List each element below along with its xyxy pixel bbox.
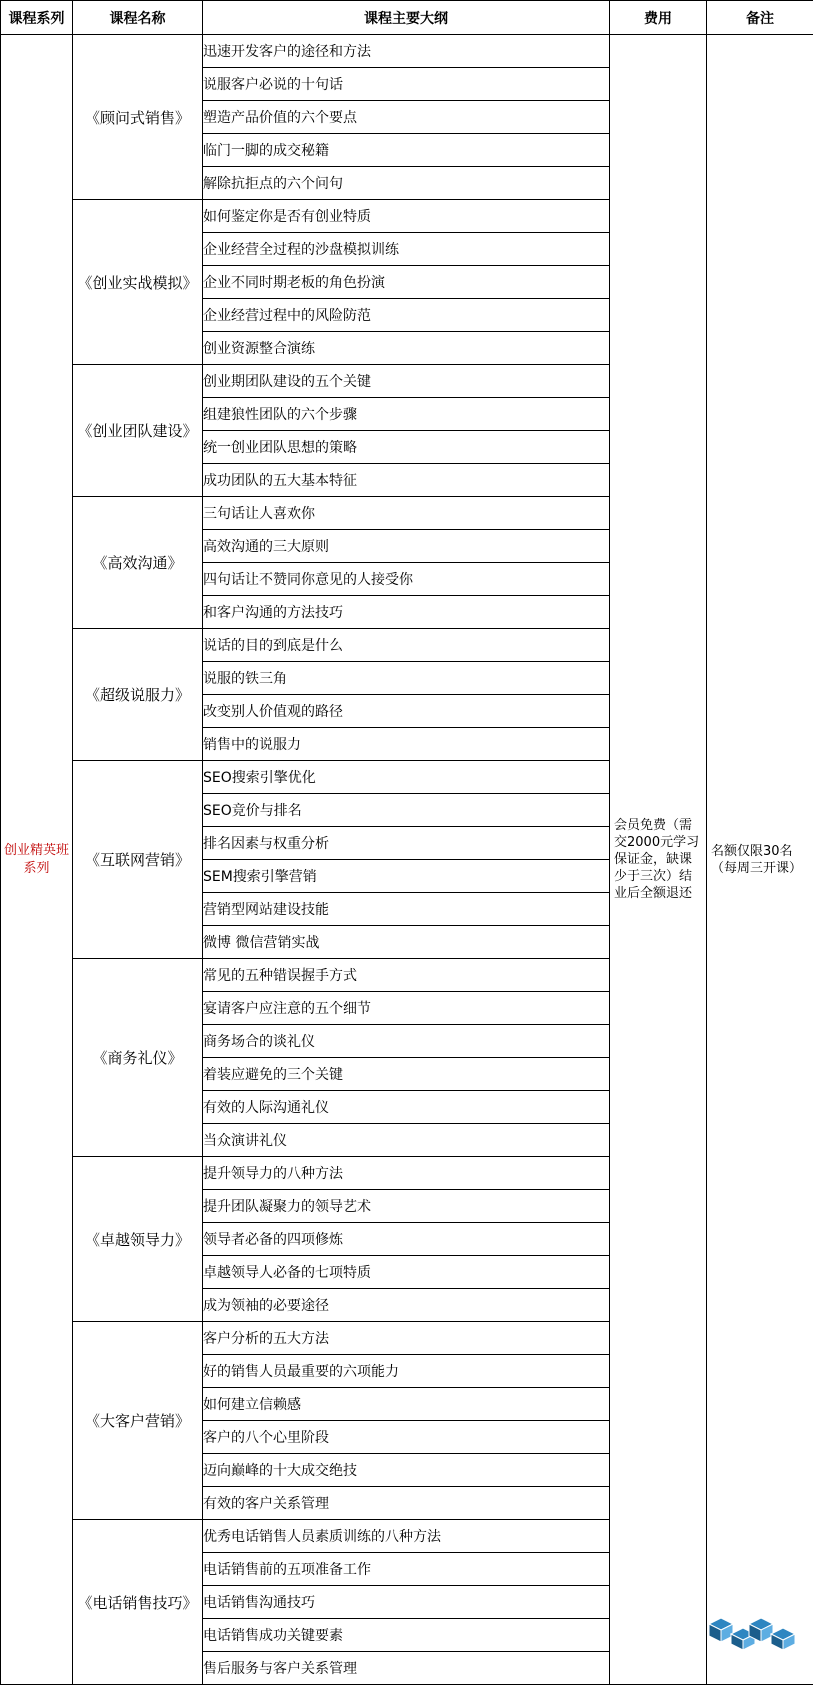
- outline-topic-cell: 迅速开发客户的途径和方法: [203, 35, 610, 68]
- outline-topic-cell: 着装应避免的三个关键: [203, 1058, 610, 1091]
- outline-topic-cell: 好的销售人员最重要的六项能力: [203, 1355, 610, 1388]
- outline-topic-cell: 卓越领导人必备的七项特质: [203, 1256, 610, 1289]
- table-row: [1, 35, 813, 68]
- outline-topic-cell: 塑造产品价值的六个要点: [203, 101, 610, 134]
- outline-topic-cell: 如何鉴定你是否有创业特质: [203, 200, 610, 233]
- outline-topic-cell: SEO搜索引擎优化: [203, 761, 610, 794]
- outline-topic-cell: 统一创业团队思想的策略: [203, 431, 610, 464]
- outline-topic-cell: 提升团队凝聚力的领导艺术: [203, 1190, 610, 1223]
- outline-topic-cell: 如何建立信赖感: [203, 1388, 610, 1421]
- outline-topic-cell: 四句话让不赞同你意见的人接受你: [203, 563, 610, 596]
- outline-topic-cell: 微博 微信营销实战: [203, 926, 610, 959]
- outline-topic-cell: 成功团队的五大基本特征: [203, 464, 610, 497]
- header-fee: 费用: [610, 1, 707, 35]
- header-outline: 课程主要大纲: [203, 1, 610, 35]
- outline-topic-cell: 说服客户必说的十句话: [203, 68, 610, 101]
- outline-topic-cell: 创业资源整合演练: [203, 332, 610, 365]
- outline-topic-cell: 说话的目的到底是什么: [203, 629, 610, 662]
- header-row: [1, 1, 813, 35]
- outline-topic-cell: 解除抗拒点的六个问句: [203, 167, 610, 200]
- outline-topic-cell: 营销型网站建设技能: [203, 893, 610, 926]
- course-name-cell: 《创业实战模拟》: [73, 200, 203, 365]
- outline-topic-cell: 有效的客户关系管理: [203, 1487, 610, 1520]
- outline-topic-cell: 和客户沟通的方法技巧: [203, 596, 610, 629]
- course-name-cell: 《大客户营销》: [73, 1322, 203, 1520]
- outline-topic-cell: 企业经营过程中的风险防范: [203, 299, 610, 332]
- outline-topic-cell: 有效的人际沟通礼仪: [203, 1091, 610, 1124]
- course-name-cell: 《顾问式销售》: [73, 35, 203, 200]
- outline-topic-cell: 销售中的说服力: [203, 728, 610, 761]
- outline-topic-cell: 迈向巅峰的十大成交绝技: [203, 1454, 610, 1487]
- note-cell: [707, 35, 813, 1685]
- outline-topic-cell: 电话销售前的五项准备工作: [203, 1553, 610, 1586]
- fee-text: 会员免费（需交2000元学习保证金，缺课少于三次）结业后全额退还: [610, 817, 706, 902]
- outline-topic-cell: 改变别人价值观的路径: [203, 695, 610, 728]
- table-body: [1, 35, 813, 1685]
- outline-topic-cell: 优秀电话销售人员素质训练的八种方法: [203, 1520, 610, 1553]
- course-name-cell: 《高效沟通》: [73, 497, 203, 629]
- outline-topic-cell: 常见的五种错误握手方式: [203, 959, 610, 992]
- outline-topic-cell: 商务场合的谈礼仪: [203, 1025, 610, 1058]
- outline-topic-cell: 说服的铁三角: [203, 662, 610, 695]
- course-name-cell: 《互联网营销》: [73, 761, 203, 959]
- cube-logo-icon: [707, 1614, 797, 1650]
- outline-topic-cell: 客户分析的五大方法: [203, 1322, 610, 1355]
- outline-topic-cell: 提升领导力的八种方法: [203, 1157, 610, 1190]
- header-course-name: 课程名称: [73, 1, 203, 35]
- fee-cell: [610, 35, 707, 1685]
- header-note: 备注: [707, 1, 813, 35]
- course-name-cell: 《卓越领导力》: [73, 1157, 203, 1322]
- course-name-cell: 《创业团队建设》: [73, 365, 203, 497]
- outline-topic-cell: 电话销售沟通技巧: [203, 1586, 610, 1619]
- outline-topic-cell: 电话销售成功关键要素: [203, 1619, 610, 1652]
- outline-topic-cell: 客户的八个心里阶段: [203, 1421, 610, 1454]
- series-cell: 创业精英班系列: [1, 35, 73, 1685]
- course-name-cell: 《电话销售技巧》: [73, 1520, 203, 1685]
- outline-topic-cell: 宴请客户应注意的五个细节: [203, 992, 610, 1025]
- outline-topic-cell: SEO竞价与排名: [203, 794, 610, 827]
- outline-topic-cell: 临门一脚的成交秘籍: [203, 134, 610, 167]
- outline-topic-cell: 售后服务与客户关系管理: [203, 1652, 610, 1685]
- outline-topic-cell: 排名因素与权重分析: [203, 827, 610, 860]
- outline-topic-cell: SEM搜索引擎营销: [203, 860, 610, 893]
- outline-topic-cell: 高效沟通的三大原则: [203, 530, 610, 563]
- outline-topic-cell: 企业不同时期老板的角色扮演: [203, 266, 610, 299]
- outline-topic-cell: 三句话让人喜欢你: [203, 497, 610, 530]
- outline-topic-cell: 当众演讲礼仪: [203, 1124, 610, 1157]
- outline-topic-cell: 领导者必备的四项修炼: [203, 1223, 610, 1256]
- outline-topic-cell: 创业期团队建设的五个关键: [203, 365, 610, 398]
- outline-topic-cell: 企业经营全过程的沙盘模拟训练: [203, 233, 610, 266]
- header-series: 课程系列: [1, 1, 73, 35]
- course-name-cell: 《商务礼仪》: [73, 959, 203, 1157]
- course-name-cell: 《超级说服力》: [73, 629, 203, 761]
- outline-topic-cell: 组建狼性团队的六个步骤: [203, 398, 610, 431]
- outline-topic-cell: 成为领袖的必要途径: [203, 1289, 610, 1322]
- note-text: 名额仅限30名（每周三开课）: [707, 843, 813, 877]
